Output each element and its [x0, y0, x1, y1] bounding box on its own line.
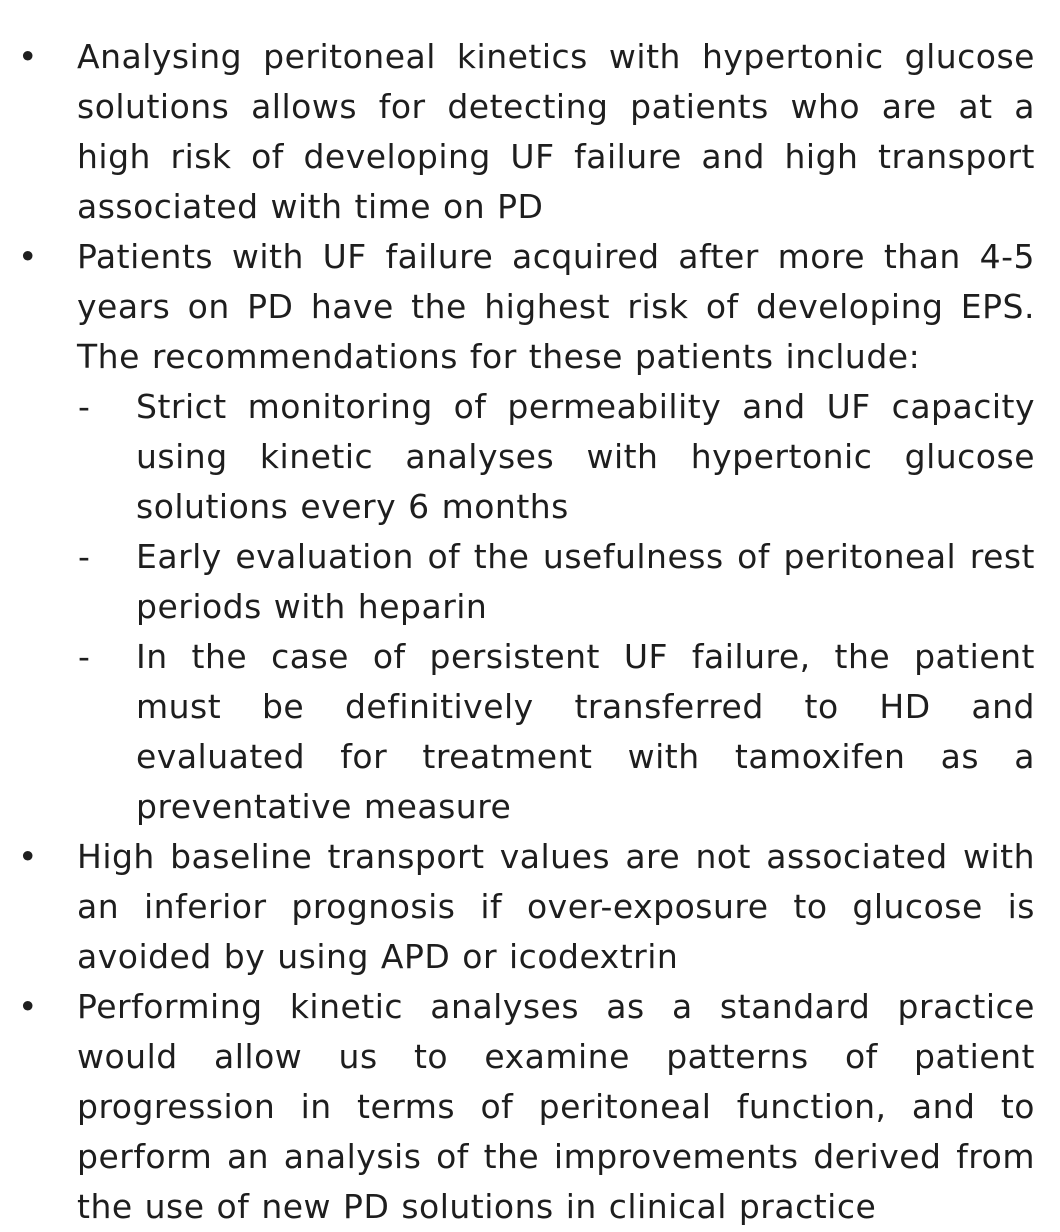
recommendation-text: In the case of persistent UF failure, the patient must be definitively transferred to HD and evaluated for treatment with tamoxifen as a preventative measure [136, 637, 1035, 826]
bullet-item-uf-failure [0, 232, 1060, 832]
bullet-item-standard-practice [0, 982, 1060, 1232]
bullet-text: High baseline transport values are not associated with an inferior prognosis if over-exposure to glucose is avoided by using APD or icodextrin [77, 837, 1035, 976]
bullet-text: Performing kinetic analyses as a standard practice would allow us to examine patterns of patient progression in terms of peritoneal function, and to perform an analysis of the improvements derived from the use of new PD solutions in clinical practice [77, 987, 1035, 1226]
bullet-item-kinetics [0, 32, 1060, 232]
bullet-icon: • [18, 237, 38, 276]
bullet-icon: • [18, 837, 38, 876]
bullet-icon: • [18, 987, 38, 1026]
document-body [0, 32, 1060, 1232]
dash-icon: - [78, 537, 90, 576]
bullet-item-baseline-transport [0, 832, 1060, 982]
bullet-text: Patients with UF failure acquired after more than 4-5 years on PD have the highest risk of developing EPS. The recommendations for these patients include: [77, 237, 1035, 376]
bullet-list [0, 32, 1060, 1232]
recommendation-text: Early evaluation of the usefulness of peritoneal rest periods with heparin [136, 537, 1035, 626]
recommendation-text: Strict monitoring of permeability and UF capacity using kinetic analyses with hypertonic glucose solutions every 6 months [136, 387, 1035, 526]
dash-icon: - [78, 387, 90, 426]
recommendation-item-rest-periods [77, 532, 1035, 632]
dash-icon: - [78, 637, 90, 676]
bullet-icon: • [18, 37, 38, 76]
bullet-text: Analysing peritoneal kinetics with hypertonic glucose solutions allows for detecting patients who are at a high risk of developing UF failure and high transport associated with time on PD [77, 37, 1035, 226]
recommendation-item-transfer [77, 632, 1035, 832]
recommendation-item-monitoring [77, 382, 1035, 532]
recommendations-list [77, 382, 1035, 832]
